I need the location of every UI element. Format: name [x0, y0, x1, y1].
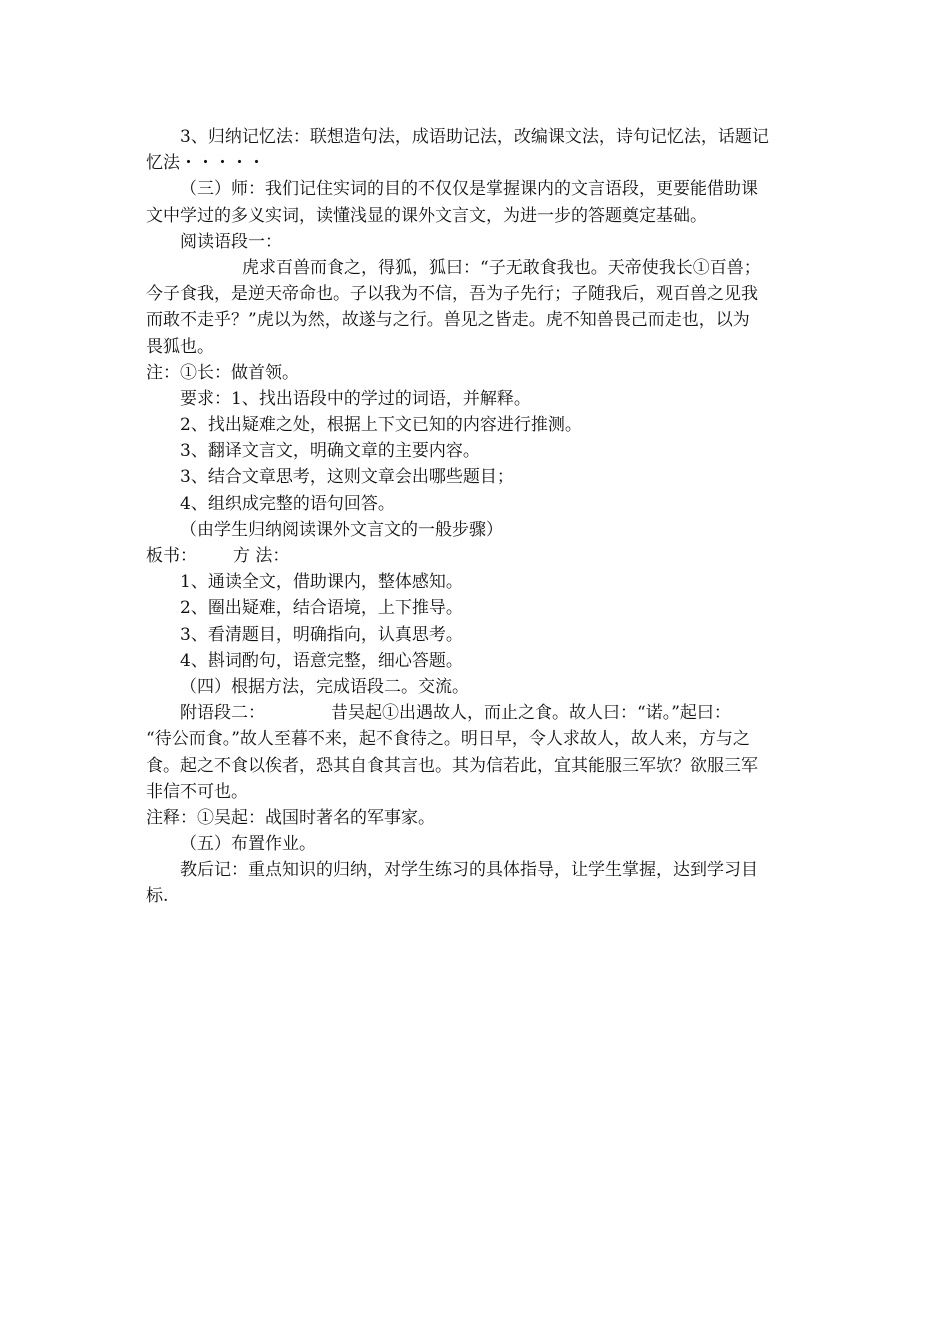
passage-text: 昔吴起①出遇故人，而止之食。故人曰：“诺。”起曰： [331, 703, 731, 724]
requirement-item: 4、组织成完整的语句回答。 [180, 493, 395, 514]
requirement-item: 3、结合文章思考，这则文章会出哪些题目； [180, 467, 514, 488]
passage-line: 今子食我，是逆天帝命也。子以我为不信，吾为子先行；子随我后，观百兽之见我 [146, 284, 758, 305]
passage-line: 食。起之不食以俟者，恐其自食其言也。其为信若此，宜其能服三军欤？欲服三军 [146, 755, 758, 776]
paragraph-line: （四）根据方法，完成语段二。交流。 [180, 676, 469, 697]
method-item: 3、看清题目，明确指向，认真思考。 [180, 624, 463, 645]
paragraph-line: 文中学过的多义实词，读懂浅显的课外文言文，为进一步的答题奠定基础。 [146, 205, 707, 226]
passage-line: “待公而食。”故人至暮不来，起不食待之。明日早，令人求故人，故人来，方与之 [146, 729, 750, 750]
method-item: 2、圈出疑难，结合语境，上下推导。 [180, 598, 463, 619]
document-body [146, 124, 810, 910]
paragraph-line: （三）师：我们记住实词的目的不仅仅是掌握课内的文言语段，更要能借助课 [180, 179, 758, 200]
requirement-item: 要求：1、找出语段中的学过的词语，并解释。 [180, 388, 531, 409]
method-label: 方 法： [233, 546, 290, 566]
appendix-label: 附语段二： [180, 703, 265, 724]
footnote: 注释：①吴起：战国时著名的军事家。 [146, 807, 435, 828]
passage-line: 虎求百兽而食之，得狐，狐曰：“子无敢食我也。天帝使我长①百兽； [242, 257, 761, 278]
paragraph-line: （由学生归纳阅读课外文言文的一般步骤） [180, 519, 503, 540]
paragraph-line: 教后记：重点知识的归纳，对学生练习的具体指导，让学生掌握，达到学习目 [180, 860, 758, 881]
passage-line: 非信不可也。 [146, 781, 248, 802]
paragraph-line: 忆法・・・・・ [146, 153, 265, 174]
method-item: 1、通读全文，借助课内，整体感知。 [180, 572, 463, 593]
method-item: 4、斟词酌句，语意完整，细心答题。 [180, 650, 463, 671]
passage-line [146, 700, 810, 726]
requirement-item: 3、翻译文言文，明确文章的主要内容。 [180, 441, 480, 462]
paragraph-line: （五）布置作业。 [180, 834, 316, 855]
footnote: 注：①长：做首领。 [146, 362, 299, 383]
passage-line: 畏狐也。 [146, 336, 214, 357]
paragraph-line: 3、归纳记忆法：联想造句法，成语助记法，改编课文法，诗句记忆法，话题记 [180, 127, 769, 147]
requirement-item: 2、找出疑难之处，根据上下文已知的内容进行推测。 [180, 415, 582, 436]
blackboard-heading [146, 543, 810, 569]
blackboard-label: 板书： [146, 546, 197, 566]
paragraph-line: 标. [146, 886, 169, 907]
passage-line: 而敢不走乎？”虎以为然，故遂与之行。兽见之皆走。虎不知兽畏己而走也，以为 [146, 310, 750, 331]
section-label: 阅读语段一： [180, 231, 282, 252]
